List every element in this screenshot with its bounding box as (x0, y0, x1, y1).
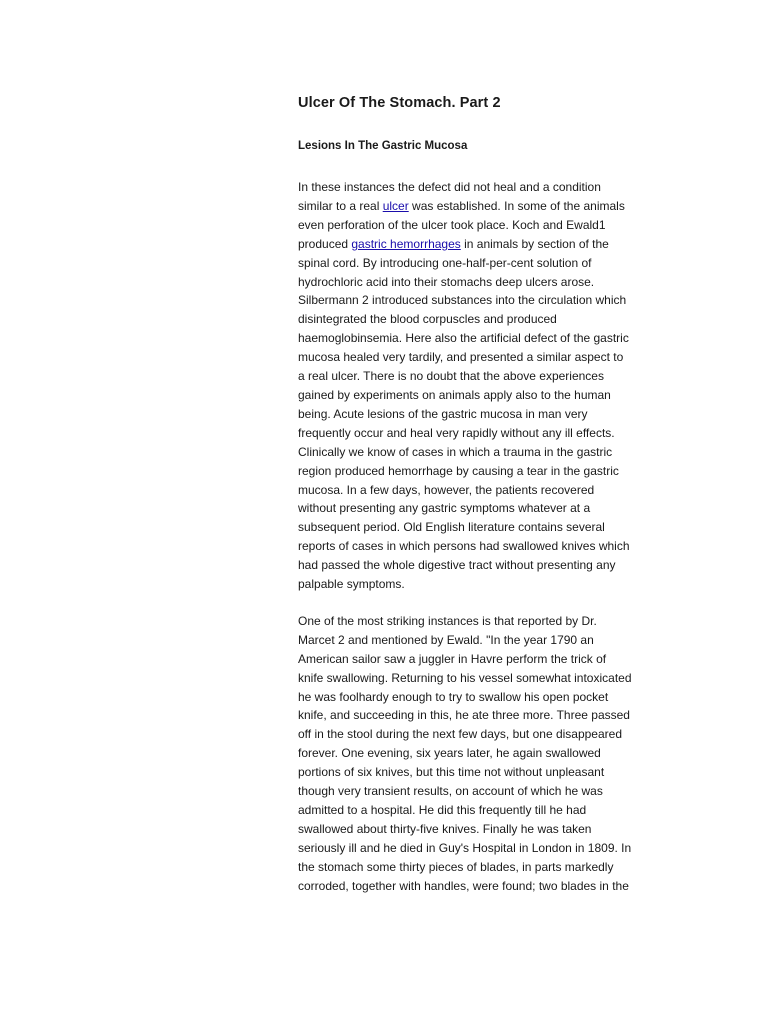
ulcer-link[interactable]: ulcer (382, 198, 409, 213)
text-fragment: was established. In some of the animals (408, 198, 625, 213)
text-line: reports of cases in which persons had swallowed knives which (298, 539, 630, 554)
text-line: disintegrated the blood corpuscles and produced (298, 312, 557, 327)
text-line: being. Acute lesions of the gastric mucosa in man very (298, 406, 588, 421)
text-line: gained by experiments on animals apply also to the human (298, 387, 611, 402)
text-line: admitted to a hospital. He did this frequently till he had (298, 803, 587, 817)
text-line: palpable symptoms. (298, 577, 405, 592)
text-line: without presenting any gastric symptoms whatever at a (298, 501, 591, 516)
text-line: a real ulcer. There is no doubt that the above experiences (298, 369, 604, 384)
gastric-hemorrhages-link[interactable]: gastric hemorrhages (351, 236, 461, 251)
text-line: Marcet 2 and mentioned by Ewald. "In the year 1790 an (298, 632, 594, 647)
text-line (298, 235, 643, 254)
text-line: swallowed about thirty-five knives. Finally he was taken (298, 821, 592, 836)
text-line: haemoglobinsemia. Here also the artificial defect of the gastric (298, 331, 629, 346)
text-line: portions of six knives, but this time not without unpleasant (298, 765, 605, 780)
text-line: Clinically we know of cases in which a trauma in the gastric (298, 444, 613, 459)
text-line: the stomach some thirty pieces of blades, in parts markedly (298, 859, 614, 874)
page-title: Ulcer Of The Stomach. Part 2 (298, 95, 501, 111)
text-line (298, 197, 643, 216)
text-line: Silbermann 2 introduced substances into the circulation which (298, 293, 627, 308)
text-line: though very transient results, on account of which he was (298, 784, 603, 799)
text-line: corroded, together with handles, were found; two blades in the (298, 878, 629, 893)
text-fragment: in animals by section of the (460, 236, 609, 251)
text-line: off in the stool during the next few days, but one disappeared (298, 727, 622, 742)
text-line: American sailor saw a juggler in Havre perform the trick of (298, 651, 607, 666)
text-line: subsequent period. Old English literature contains several (298, 520, 605, 535)
text-fragment: produced (298, 236, 352, 251)
text-line: seriously ill and he died in Guy's Hospital in London in 1809. In (298, 840, 632, 855)
text-fragment: similar to a real (298, 198, 383, 213)
text-line: region produced hemorrhage by causing a tear in the gastric (298, 463, 619, 478)
text-line: mucosa. In a few days, however, the patients recovered (298, 482, 595, 497)
text-line: In these instances the defect did not heal and a condition (298, 180, 601, 194)
text-line: he was foolhardy enough to try to swallow his open pocket (298, 689, 609, 704)
document-page (298, 93, 643, 896)
text-line: had passed the whole digestive tract without presenting any (298, 558, 616, 573)
paragraph-1 (298, 178, 643, 594)
text-line: spinal cord. By introducing one-half-per-cent solution of (298, 255, 592, 270)
paragraph-2 (298, 612, 643, 896)
text-line: mucosa healed very tardily, and presented a similar aspect to (298, 350, 624, 365)
text-line: One of the most striking instances is that reported by Dr. (298, 613, 597, 628)
text-line: hydrochloric acid into their stomachs deep ulcers arose. (298, 274, 595, 289)
text-line: even perforation of the ulcer took place. Koch and Ewald1 (298, 217, 606, 232)
text-line: knife, and succeeding in this, he ate three more. Three passed (298, 708, 630, 723)
text-line: frequently occur and heal very rapidly without any ill effects. (298, 425, 615, 440)
section-subtitle: Lesions In The Gastric Mucosa (298, 140, 468, 152)
text-line: knife swallowing. Returning to his vessel somewhat intoxicated (298, 670, 632, 685)
text-line: forever. One evening, six years later, he again swallowed (298, 746, 601, 761)
